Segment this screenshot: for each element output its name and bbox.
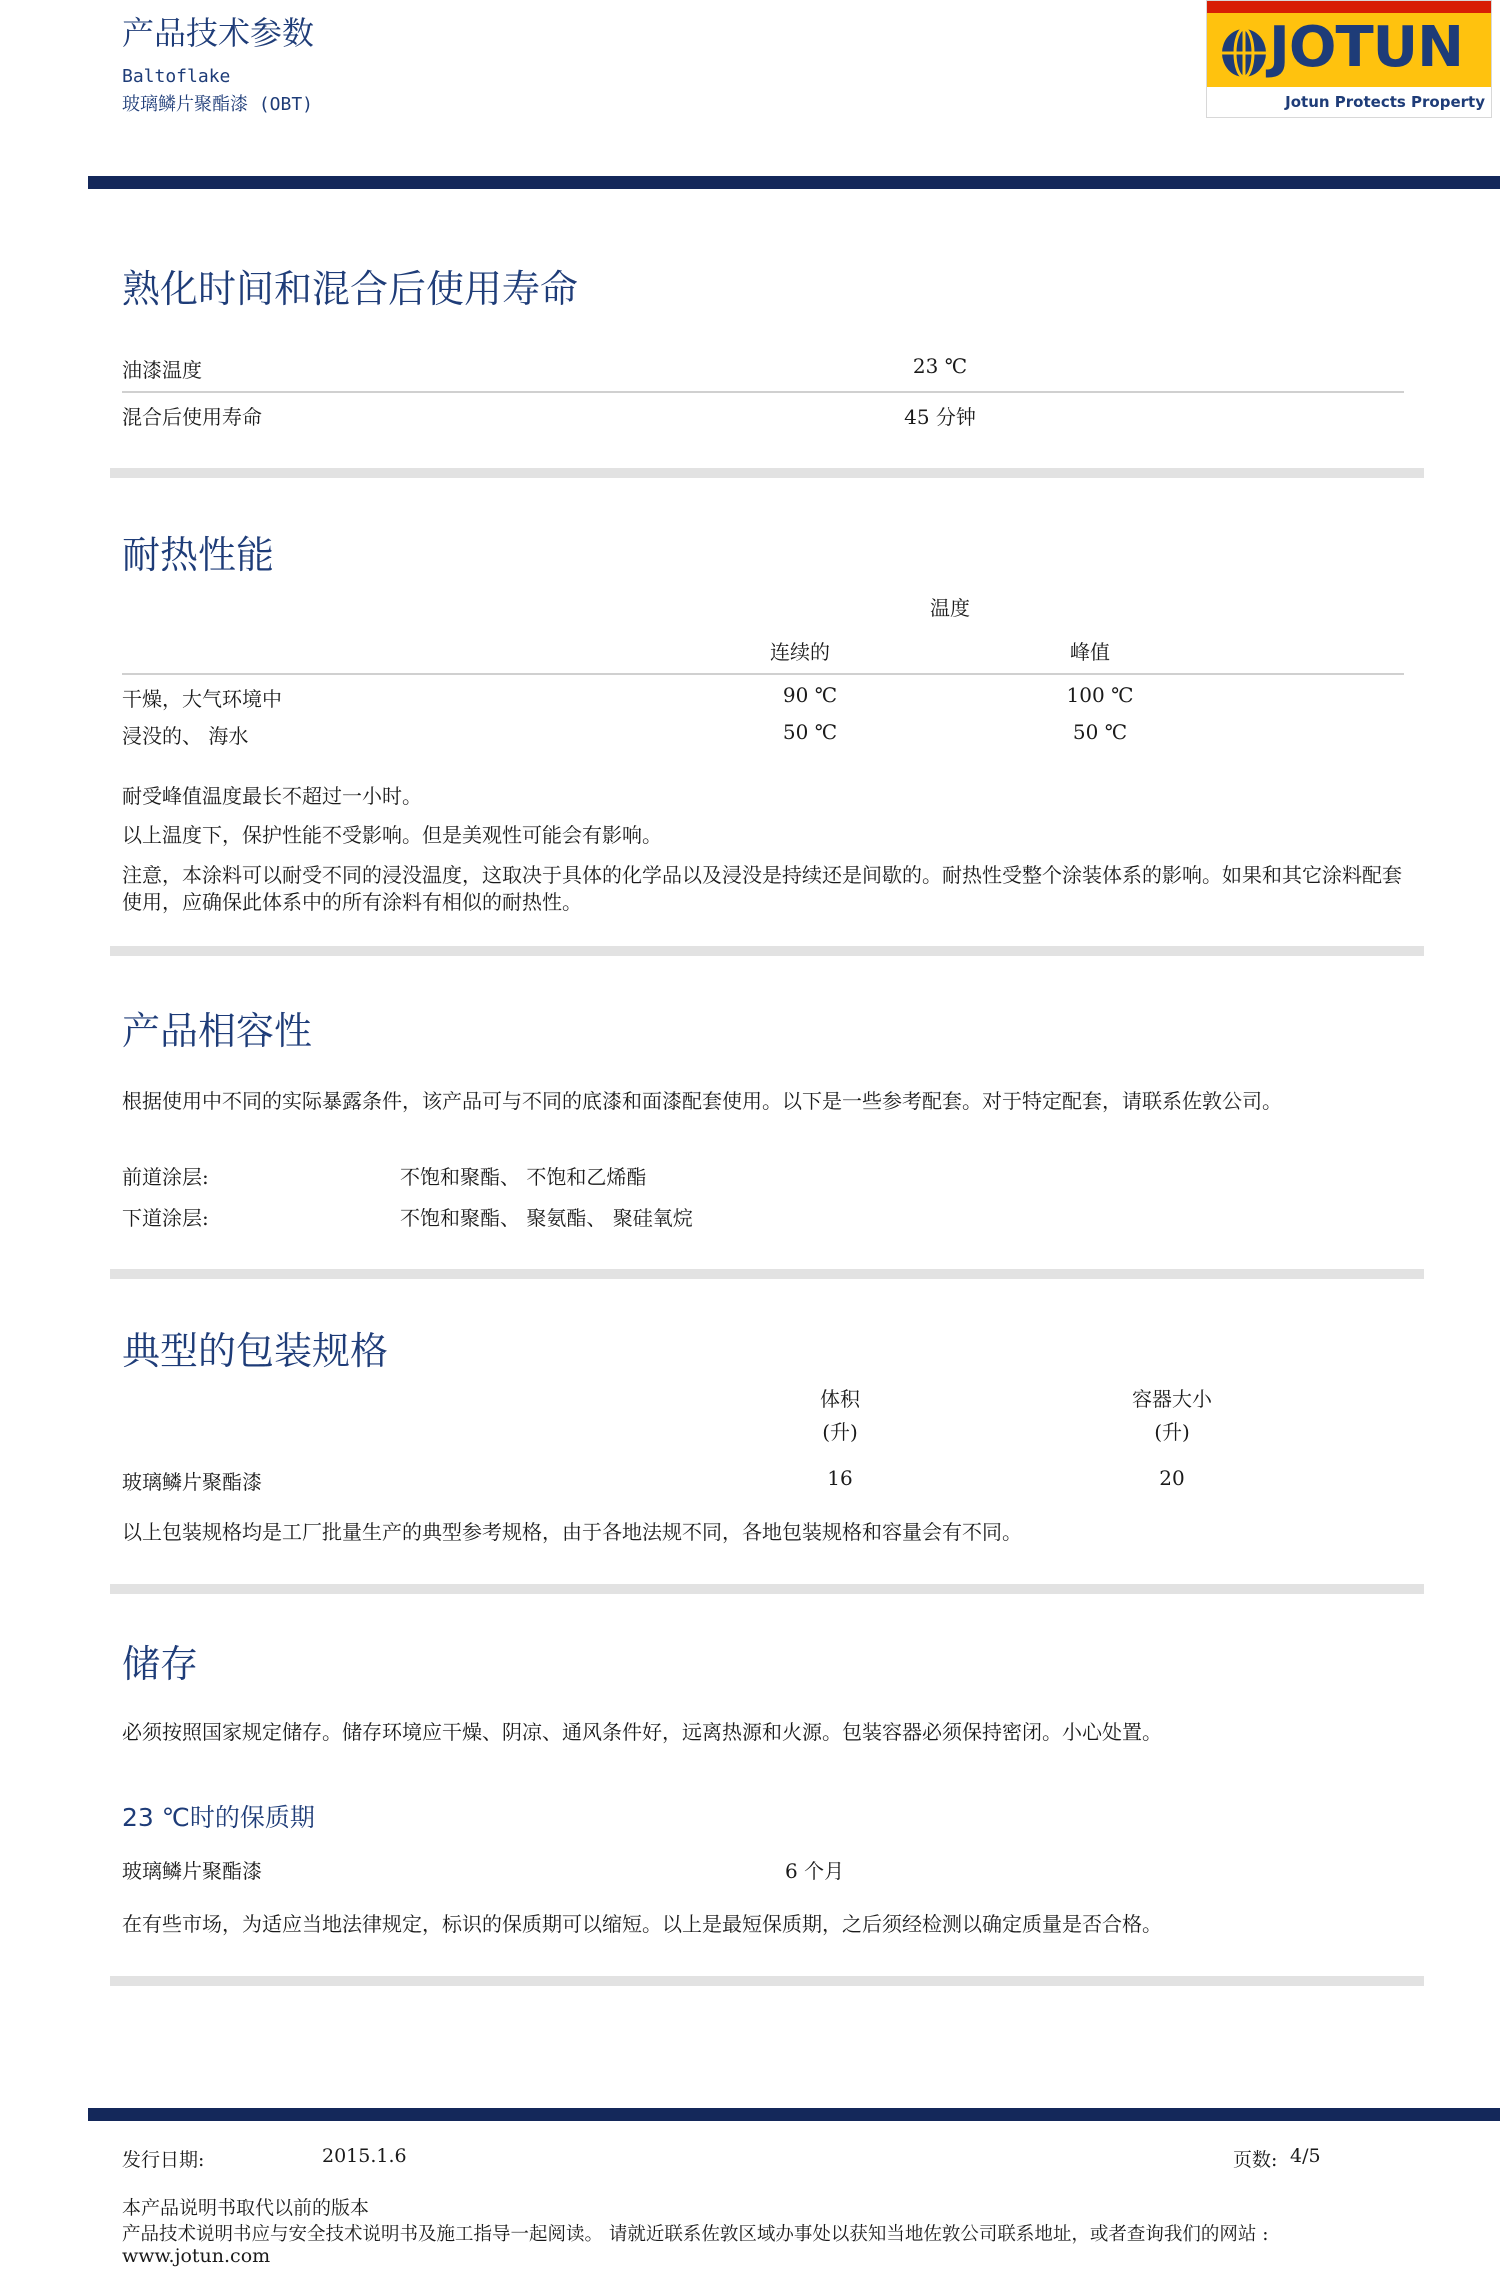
section-heading-heat: 耐热性能 xyxy=(122,533,275,577)
footer-line: 本产品说明书取代以前的版本 xyxy=(122,2197,370,2219)
page-number-value: 4/5 xyxy=(1290,2145,1321,2167)
curing-label-temp: 油漆温度 xyxy=(122,358,202,382)
compat-label: 下道涂层: xyxy=(122,1206,209,1230)
heat-row-label: 干燥，大气环境中 xyxy=(122,687,282,711)
heat-row-label: 浸没的、 海水 xyxy=(122,724,249,748)
heat-col-continuous: 连续的 xyxy=(770,640,830,664)
heat-note: 耐受峰值温度最长不超过一小时。 xyxy=(122,784,422,808)
issue-date-label: 发行日期: xyxy=(122,2149,205,2171)
issue-date-value: 2015.1.6 xyxy=(322,2145,407,2167)
product-name-en: Baltoflake xyxy=(122,66,231,87)
shelf-life-heading: 23 ℃时的保质期 xyxy=(122,1803,315,1832)
heat-row-peak: 100 ℃ xyxy=(1066,683,1134,707)
shelf-life-value: 6 个月 xyxy=(785,1859,845,1883)
section-heading-compat: 产品相容性 xyxy=(122,1009,313,1053)
pack-col-volume: 体积 xyxy=(820,1387,860,1411)
section-divider xyxy=(110,468,1424,478)
pack-col-container: 容器大小 xyxy=(1132,1387,1212,1411)
shelf-life-label: 玻璃鳞片聚酯漆 xyxy=(122,1859,262,1883)
pack-col-volume-unit: (升) xyxy=(822,1420,858,1444)
logo-tagline: Jotun Protects Property xyxy=(1285,93,1485,111)
heat-row-continuous: 90 ℃ xyxy=(782,683,838,707)
heat-note: 以上温度下，保护性能不受影响。但是美观性可能会有影响。 xyxy=(122,823,662,847)
section-divider xyxy=(110,1584,1424,1594)
heat-col-peak: 峰值 xyxy=(1070,640,1110,664)
heat-col-group: 温度 xyxy=(930,596,970,620)
section-divider xyxy=(110,946,1424,956)
header-divider xyxy=(88,176,1500,189)
logo-wordmark: JOTUN xyxy=(1269,15,1463,80)
table-divider xyxy=(122,391,1404,393)
table-divider xyxy=(122,673,1404,675)
jotun-logo xyxy=(1206,0,1492,118)
pack-row-label: 玻璃鳞片聚酯漆 xyxy=(122,1470,262,1494)
curing-value-potlife: 45 分钟 xyxy=(904,405,976,429)
pack-row-container: 20 xyxy=(1159,1466,1185,1490)
footer-line: 产品技术说明书应与安全技术说明书及施工指导一起阅读。 请就近联系佐敦区域办事处以获知当地佐敦公司联系地址，或者查询我们的网站 : xyxy=(122,2224,1269,2245)
compat-label: 前道涂层: xyxy=(122,1165,209,1189)
section-heading-packaging: 典型的包装规格 xyxy=(122,1329,389,1373)
page-number-label: 页数: xyxy=(1233,2149,1278,2171)
pack-note: 以上包装规格均是工厂批量生产的典型参考规格，由于各地法规不同，各地包装规格和容量会有不同。 xyxy=(122,1520,1022,1544)
globe-icon xyxy=(1219,23,1269,79)
heat-row-peak: 50 ℃ xyxy=(1072,720,1128,744)
section-heading-storage: 储存 xyxy=(122,1642,199,1686)
heat-note: 注意，本涂料可以耐受不同的浸没温度，这取决于具体的化学品以及浸没是持续还是间歇的。耐热性受整个涂装体系的影响。如果和其它涂料配套使用，应确保此体系中的所有涂料有相似的耐热性。 xyxy=(122,863,1402,914)
heat-row-continuous: 50 ℃ xyxy=(782,720,838,744)
document-title: 产品技术参数 xyxy=(122,14,315,52)
compat-value: 不饱和聚酯、 聚氨酯、 聚硅氧烷 xyxy=(400,1206,693,1230)
section-heading-curing: 熟化时间和混合后使用寿命 xyxy=(122,267,579,311)
section-divider xyxy=(110,1976,1424,1986)
website-link[interactable]: www.jotun.com xyxy=(122,2245,271,2267)
curing-value-temp: 23 ℃ xyxy=(912,354,968,378)
pack-col-container-unit: (升) xyxy=(1154,1420,1190,1444)
storage-text: 必须按照国家规定储存。储存环境应干燥、阴凉、通风条件好，远离热源和火源。包装容器必须保持密闭。小心处置。 xyxy=(122,1720,1162,1744)
shelf-life-note: 在有些市场，为适应当地法律规定，标识的保质期可以缩短。以上是最短保质期，之后须经检测以确定质量是否合格。 xyxy=(122,1912,1162,1936)
compat-value: 不饱和聚酯、 不饱和乙烯酯 xyxy=(400,1165,647,1189)
pack-row-volume: 16 xyxy=(827,1466,853,1490)
product-name-cn: 玻璃鳞片聚酯漆 (OBT) xyxy=(122,94,314,115)
compat-intro: 根据使用中不同的实际暴露条件，该产品可与不同的底漆和面漆配套使用。以下是一些参考配套。对于特定配套，请联系佐敦公司。 xyxy=(122,1089,1282,1113)
curing-label-potlife: 混合后使用寿命 xyxy=(122,405,262,429)
footer-divider xyxy=(88,2108,1500,2121)
section-divider xyxy=(110,1269,1424,1279)
